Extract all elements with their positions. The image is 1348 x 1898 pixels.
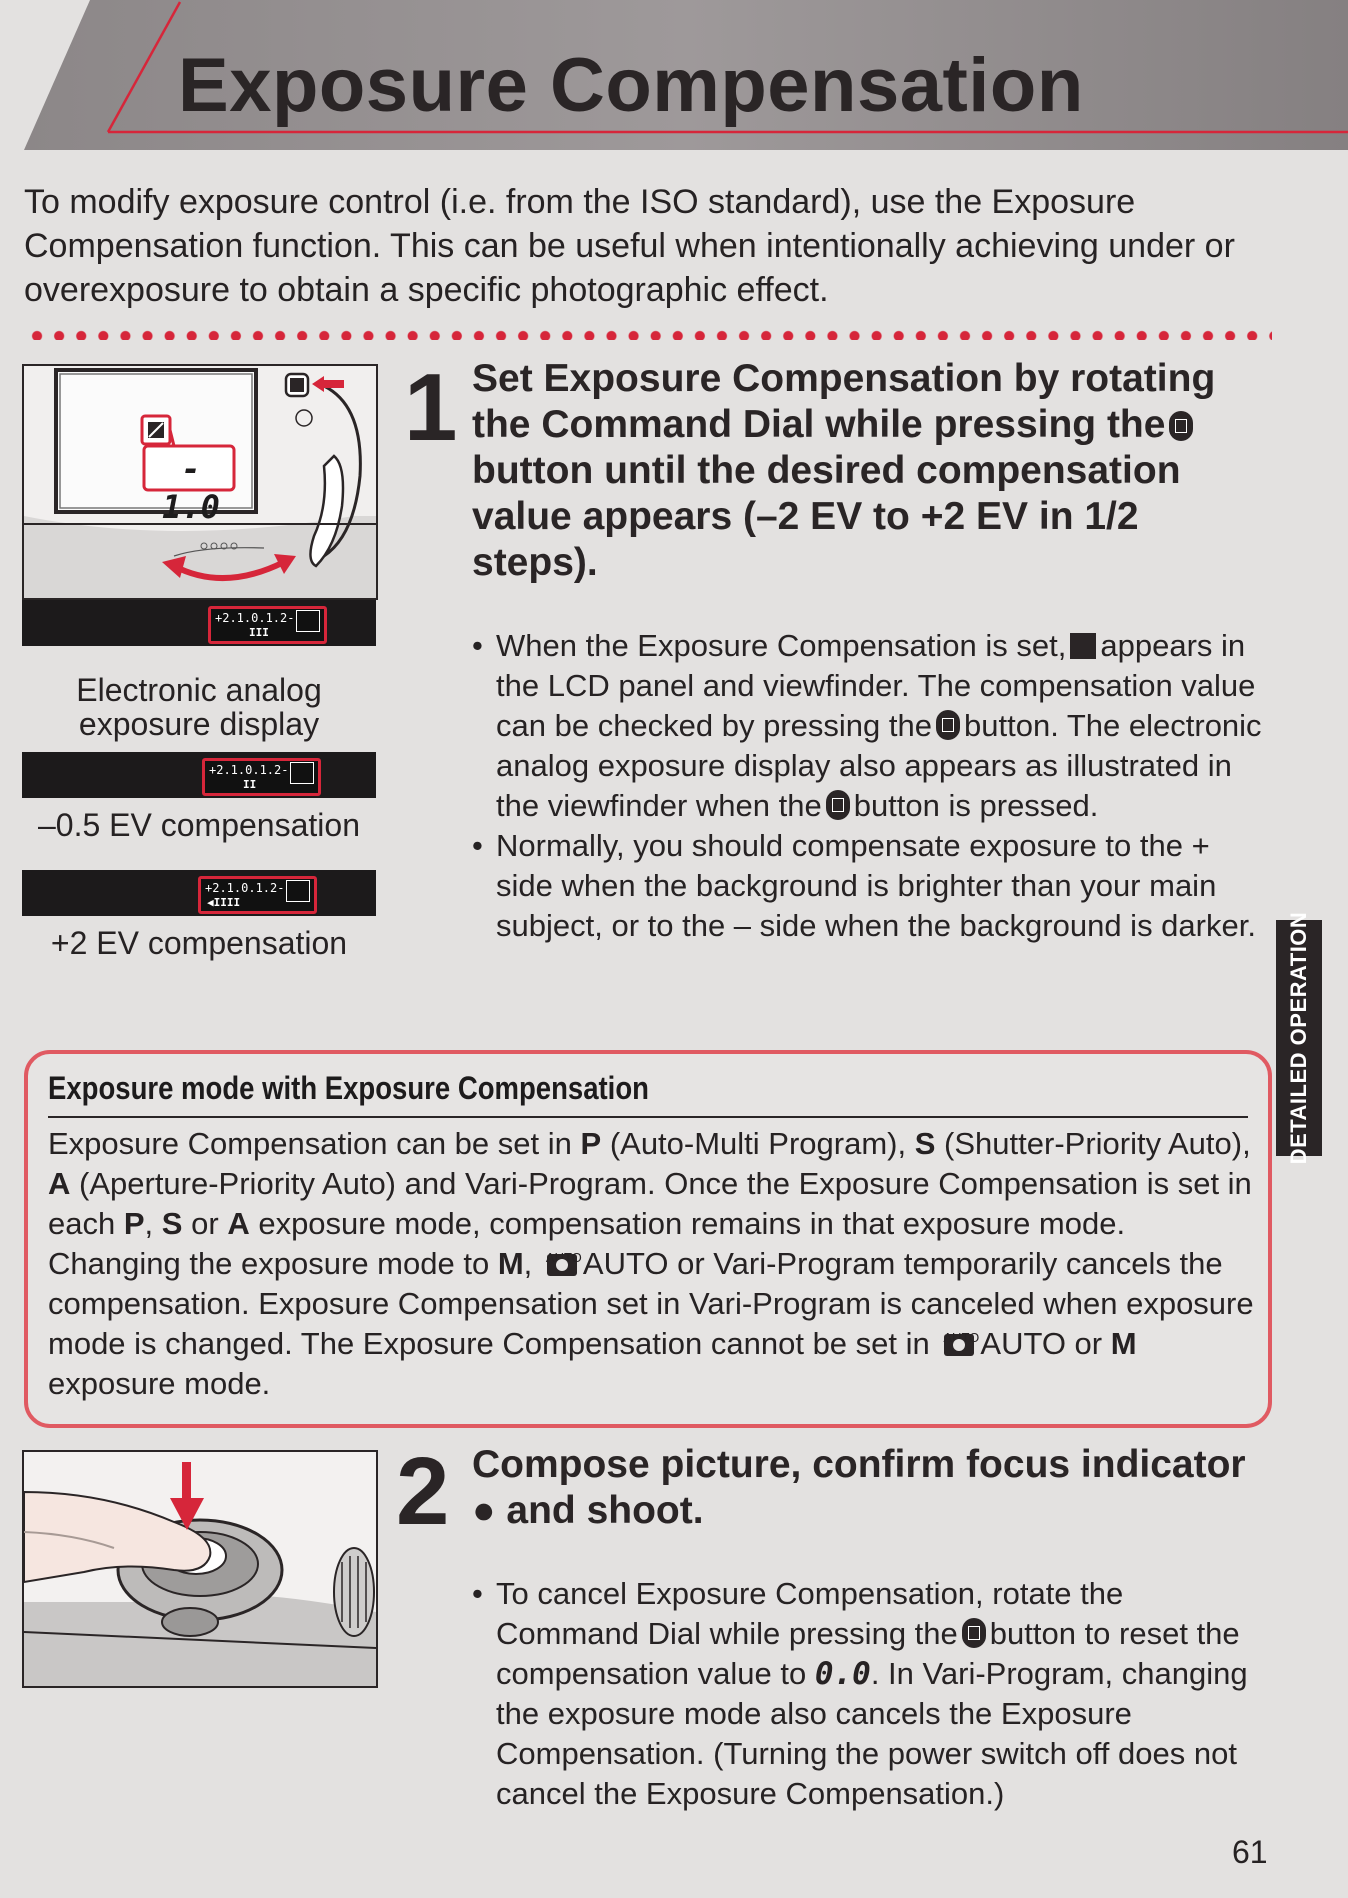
- step-2-bullet-1: [472, 1574, 1272, 1814]
- mode-m: M: [497, 1246, 524, 1281]
- camera-lcd-illustration: [22, 364, 378, 600]
- auto-camera-icon: [944, 1334, 974, 1356]
- caption-minus-half-ev: –0.5 EV compensation: [38, 807, 360, 843]
- step-1-heading: [472, 356, 1262, 586]
- step-2-bullets: [472, 1574, 1272, 1814]
- page-number: 61: [1232, 1834, 1268, 1870]
- shutter-press-drawing: [24, 1452, 376, 1686]
- analog-display-bar: [22, 600, 376, 646]
- step-1-number: 1: [404, 354, 458, 461]
- mode-p: P: [123, 1206, 145, 1241]
- ev-comp-icon: [1070, 633, 1096, 659]
- step-1-heading-text-2: button until the desired compensation value appears (–2 EV to +2 EV in 1/2 steps).: [472, 449, 1181, 584]
- page-title: Exposure Compensation: [178, 43, 1084, 128]
- scale-marks: III: [249, 626, 269, 639]
- note-text: or: [191, 1206, 219, 1241]
- mode-m: M: [1110, 1326, 1137, 1361]
- scale-label: +2.1.0.1.2-: [205, 881, 285, 895]
- step-1-bullet-2: • Normally, you should compensate exposure to the + side when the background is brighter than your main subject, or to the – side when the background is darker.: [472, 826, 1272, 946]
- note-text: ,: [144, 1206, 154, 1241]
- step-2-heading-text-2: and shoot.: [506, 1489, 704, 1532]
- plus-two-ev-bar: [22, 870, 376, 916]
- step-1-bullets: [472, 626, 1272, 946]
- minus-half-ev-bar: [22, 752, 376, 798]
- mode-s: S: [914, 1126, 936, 1161]
- scale-label: +2.1.0.1.2-: [209, 763, 289, 777]
- note-text: (Shutter-Priority Auto),: [944, 1126, 1251, 1161]
- bullet-text: button is pressed.: [853, 788, 1099, 823]
- analog-display-scale: [208, 606, 327, 644]
- bullet-text: button to reset the compensation value to: [496, 1616, 1240, 1691]
- note-text: (Aperture-Priority Auto) and Vari-Program. Once the Exposure Compensation is set in each: [48, 1166, 1252, 1241]
- scale-marks: II: [243, 778, 257, 791]
- caption-plus-two-ev: +2 EV compensation: [50, 925, 348, 961]
- lcd-compensation-value: - 1.0: [162, 450, 220, 526]
- note-text: AUTO or Vari-Program temporarily cancels the compensation. Exposure Compensation set in Vari-Program is canceled when exposure mode is changed. The Exposure Compensation cannot be set in: [48, 1246, 1254, 1361]
- step-2-number: 2: [396, 1438, 450, 1545]
- ev-button-icon: [826, 790, 850, 820]
- step-1-heading-text: Set Exposure Compensation by rotating the Command Dial while pressing the: [472, 357, 1216, 446]
- ev-button-icon: [962, 1618, 986, 1648]
- ev-comp-icon: [296, 610, 320, 632]
- scale-label: +2.1.0.1.2-: [215, 611, 295, 625]
- shutter-press-illustration: [22, 1450, 378, 1688]
- step-1-bullet-1: [472, 626, 1272, 826]
- mode-p: P: [580, 1126, 602, 1161]
- bullet-text: To cancel Exposure Compensation, rotate the Command Dial while pressing the: [496, 1576, 1124, 1651]
- bullet-text: . In Vari-Program, changing the exposure mode also cancels the Exposure Compensation. (Turning the power switch off does not cancel the Exposure Compensation.): [496, 1656, 1248, 1811]
- reset-value: 0.0: [814, 1656, 871, 1692]
- note-text: exposure mode.: [48, 1366, 271, 1401]
- auto-camera-icon: [547, 1254, 577, 1276]
- section-side-tab: [1276, 911, 1322, 1165]
- ev-comp-icon: [290, 762, 314, 784]
- header-banner: [0, 0, 1348, 150]
- note-box-title: Exposure mode with Exposure Compensation: [48, 1070, 649, 1106]
- bullet-text: When the Exposure Compensation is set,: [496, 628, 1067, 663]
- note-text: AUTO or: [980, 1326, 1103, 1361]
- note-box-text: [48, 1124, 1258, 1404]
- ev-comp-icon: [286, 880, 310, 902]
- focus-indicator-icon: ●: [472, 1489, 496, 1532]
- minus-half-ev-scale: [202, 758, 321, 796]
- bullet-text: button. The electronic analog exposure display also appears as illustrated in the viewfinder when the: [496, 708, 1262, 823]
- dotted-divider: [26, 330, 1272, 340]
- caption-analog-display: Electronic analog exposure display: [76, 672, 322, 742]
- step-2-heading: [472, 1442, 1262, 1534]
- mode-a: A: [227, 1206, 250, 1241]
- mode-a: A: [48, 1166, 71, 1201]
- note-text: ,: [523, 1246, 533, 1281]
- intro-paragraph: To modify exposure control (i.e. from the ISO standard), use the Exposure Compensation function. This can be useful when intentionally achieving under or overexposure to obtain a specific photographic effect.: [24, 183, 1235, 309]
- ev-button-icon: [936, 710, 960, 740]
- bullet-text: appears in the LCD panel and viewfinder. The compensation value can be checked by pressing the: [496, 628, 1256, 743]
- ev-button-icon: [1169, 411, 1193, 441]
- note-text: (Auto-Multi Program),: [609, 1126, 907, 1161]
- mode-s: S: [161, 1206, 183, 1241]
- scale-marks: ◀IIII: [207, 896, 241, 909]
- note-text: exposure mode, compensation remains in that exposure mode. Changing the exposure mode to: [48, 1206, 1126, 1281]
- step-2-heading-text: Compose picture, confirm focus indicator: [472, 1443, 1246, 1486]
- exposure-mode-note-box: [24, 1050, 1272, 1428]
- note-text: Exposure Compensation can be set in: [48, 1126, 572, 1161]
- section-side-tab-label: DETAILED OPERATION: [1286, 911, 1311, 1165]
- plus-two-ev-scale: [198, 876, 317, 914]
- note-box-rule: [48, 1116, 1248, 1118]
